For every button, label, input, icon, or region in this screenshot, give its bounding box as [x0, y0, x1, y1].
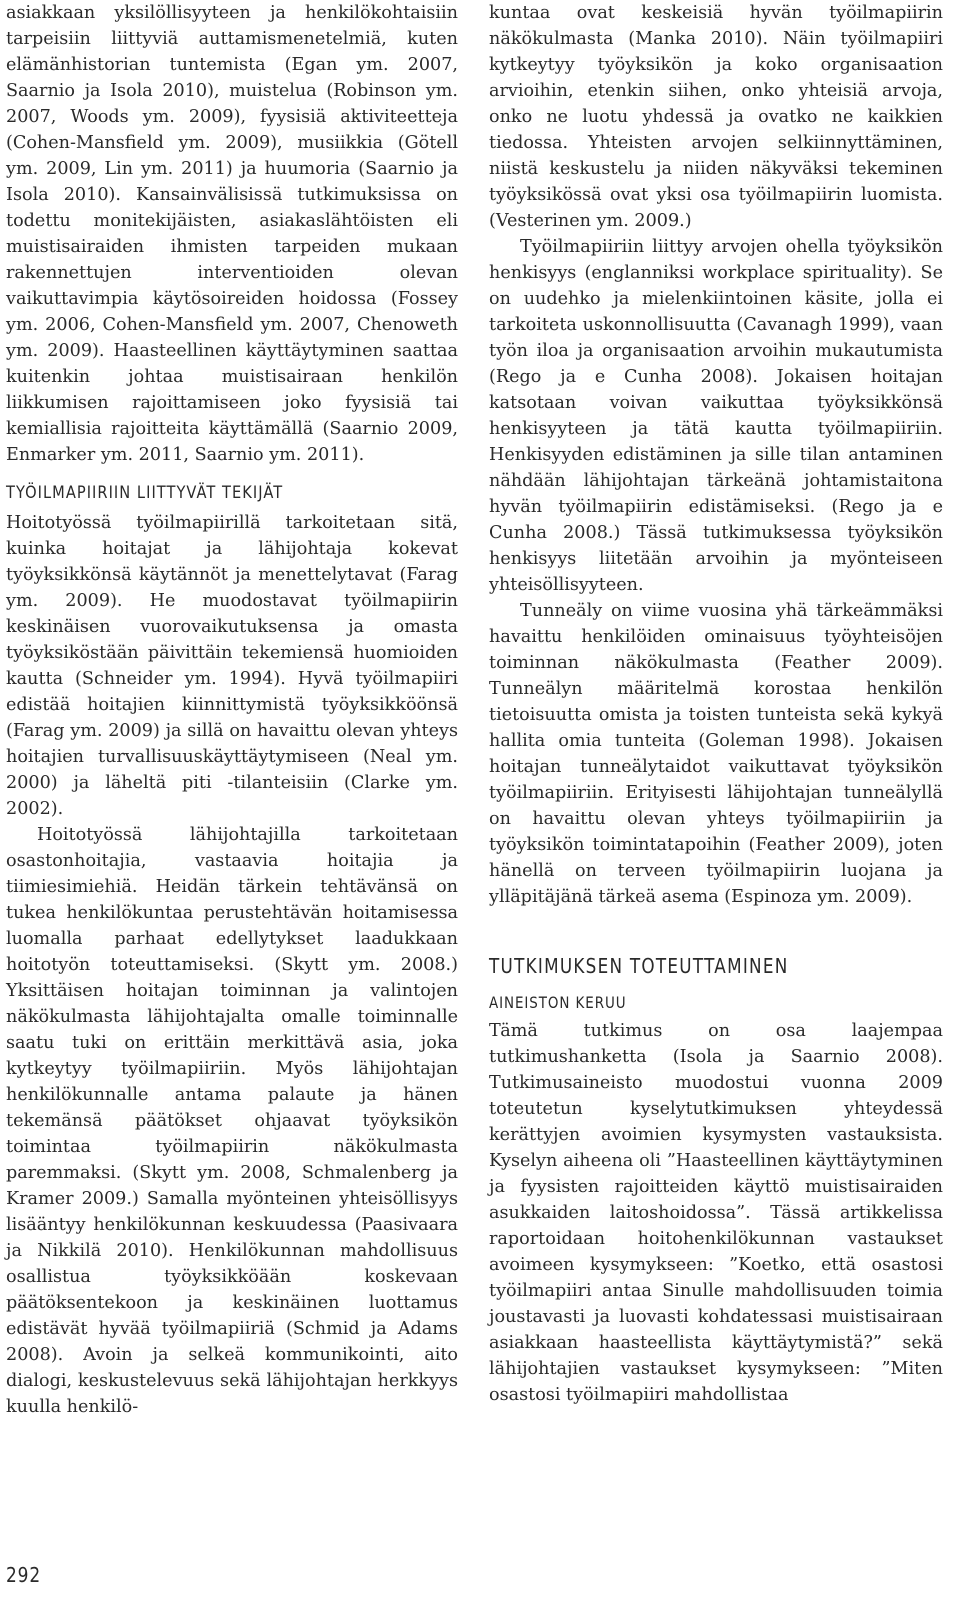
section-heading: TYÖILMAPIIRIIN LIITTYVÄT TEKIJÄT [6, 483, 284, 503]
section-paragraph-1: Hoitotyössä työilmapiirillä tarkoitetaan sitä, kuinka hoitajat ja lähijohtaja kokevat työyksikkönsä käytännöt ja menettelytavat (Farag ym. 2009). He muodostavat työilmapiirin keskinäisen vuorovaikutuksensa ja omasta työyksiköstään päivittäin tekemiensä huomioiden kautta (Schneider ym. 1994). Hyvä työilmapiiri edistää hoitajien kiinnittymistä työyksikköönsä (Farag ym. 2009) ja sillä on havaittu olevan yhteys hoitajien turvallisuuskäyttäytymiseen (Neal ym. 2000) ja läheltä piti -tilanteisiin (Clarke ym. 2002). [6, 513, 458, 819]
right-column [489, 0, 943, 1408]
section-paragraph-2: Hoitotyössä lähijohtajilla tarkoitetaan osastonhoitajia, vastaavia hoitajia ja tiimiesimiehiä. Heidän tärkein tehtävänsä on tukea henkilökuntaa perustehtävän hoitamisessa luomalla parhaat edellytykset laadukkaan hoitotyön toteuttamiseksi. (Skytt ym. 2008.) Yksittäisen hoitajan toiminnan ja valintojen näkökulmasta lähijohtajalta omalle toiminnalle saatu tuki on erittäin merkittävä asia, joka kytkeytyy työilmapiiriin. Myös lähijohtajan henkilökunnalle antama palaute ja hänen tekemänsä päätökset ohjaavat työyksikön toimintaa työilmapiirin näkökulmasta paremmaksi. (Skytt ym. 2008, Schmalenberg ja Kramer 2009.) Samalla myönteinen yhteisöllisyys lisääntyy henkilökunnan keskuudessa (Paasivaara ja Nikkilä 2010). Henkilökunnan mahdollisuus osallistua työyksikköään koskevaan päätöksentekoon ja keskinäinen luottamus edistävät hyvää työilmapiiriä (Schmid ja Adams 2008). Avoin ja selkeä kommunikointi, aito dialogi, keskustelevuus sekä lähijohtajan herkkyys kuulla henkilö- [6, 825, 458, 1417]
paragraph-3: Tunneäly on viime vuosina yhä tärkeämmäksi havaittu henkilöiden ominaisuus työyhteisöjen toiminnan näkökulmasta (Feather 2009). Tunneälyn määritelmä korostaa henkilön tietoisuutta omista ja toisten tunteista sekä kykyä hallita omia tunteita (Goleman 1998). Jokaisen hoitajan tunneälytaidot vaikuttavat työyksikön työilmapiiriin. Erityisesti lähijohtajan tunneälyllä on havaittu olevan yhteys työilmapiiriin ja työyksikön toimintatapoihin (Feather 2009), joten hänellä on terveen työilmapiirin luojana ja ylläpitäjänä tärkeä asema (Espinoza ym. 2009). [489, 601, 943, 907]
paragraph-2: Työilmapiiriin liittyy arvojen ohella työyksikön henkisyys (englanniksi workplace spirituality). Se on uudehko ja mielenkiintoinen käsite, jolla ei tarkoiteta uskonnollisuutta (Cavanagh 1999), vaan työn iloa ja organisaation arvoihin mukautumista (Rego ja e Cunha 2008). Jokaisen hoitajan katsotaan voivan vaikuttaa työyksikkönsä henkisyyteen ja tätä kautta työilmapiiriin. Henkisyyden edistäminen ja sille tilan antaminen nähdään lähijohtajan tärkeänä johtamistaitona hyvän työilmapiirin edistämiseksi. (Rego ja e Cunha 2008.) Tässä tutkimuksessa työyksikön henkisyys liitetään arvoihin ja myönteiseen yhteisöllisyyteen. [489, 237, 943, 595]
paragraph-4: Tämä tutkimus on osa laajempaa tutkimushanketta (Isola ja Saarnio 2008). Tutkimusaineisto muodostui vuonna 2009 toteutetun kyselytutkimuksen yhteydessä kerättyjen avoimien kysymysten vastauksista. Kyselyn aiheena oli ”Haasteellinen käyttäytyminen ja fyysisten rajoitteiden käyttö muistisairaiden asukkaiden laitoshoidossa”. Tässä artikkelissa raportoidaan hoitohenkilökunnan vastaukset avoimeen kysymykseen: ”Koetko, että osastosi työilmapiiri antaa Sinulle mahdollisuuden toimia joustavasti ja luovasti kohdatessasi muistisairaan asiakkaan haasteellista käyttäytymistä?” sekä lähijohtajien vastaukset kysymykseen: ”Miten osastosi työilmapiiri mahdollistaa [489, 1021, 943, 1405]
page-number: 292 [6, 1563, 42, 1587]
subheading: AINEISTON KERUU [489, 993, 627, 1012]
left-column [6, 0, 458, 1420]
paragraph-1: kuntaa ovat keskeisiä hyvän työilmapiirin näkökulmasta (Manka 2010). Näin työilmapiiri kytkeytyy työyksikön ja koko organisaation arvioihin, etenkin siihen, onko yhteisiä arvoja, onko ne luotu yhdessä ja ovatko ne kaikkien tiedossa. Yhteisten arvojen selkiinnyttäminen, niistä keskustelu ja niiden näkyväksi tekeminen työyksikössä ovat yksi osa työilmapiirin luomista. (Vesterinen ym. 2009.) [489, 3, 943, 231]
main-heading: TUTKIMUKSEN TOTEUTTAMINEN [489, 954, 789, 978]
intro-paragraph: asiakkaan yksilöllisyyteen ja henkilökohtaisiin tarpeisiin liittyviä auttamismenetelmiä, kuten elämänhistorian tuntemista (Egan ym. 2007, Saarnio ja Isola 2010), muistelua (Robinson ym. 2007, Woods ym. 2009), fyysisiä aktiviteetteja (Cohen-Mansfield ym. 2009), musiikkia (Götell ym. 2009, Lin ym. 2011) ja huumoria (Saarnio ja Isola 2010). Kansainvälisissä tutkimuksissa on todettu monitekijäisten, asiakaslähtöisten eli muistisairaiden ihmisten tarpeiden mukaan rakennettujen interventioiden olevan vaikuttavimpia käytösoireiden hoidossa (Fossey ym. 2006, Cohen-Mansfield ym. 2007, Chenoweth ym. 2009). Haasteellinen käyttäytyminen saattaa kuitenkin johtaa muistisairaan henkilön liikkumisen rajoittamiseen joko fyysisiä tai kemiallisia rajoitteita käyttämällä (Saarnio 2009, Enmarker ym. 2011, Saarnio ym. 2011). [6, 3, 458, 465]
